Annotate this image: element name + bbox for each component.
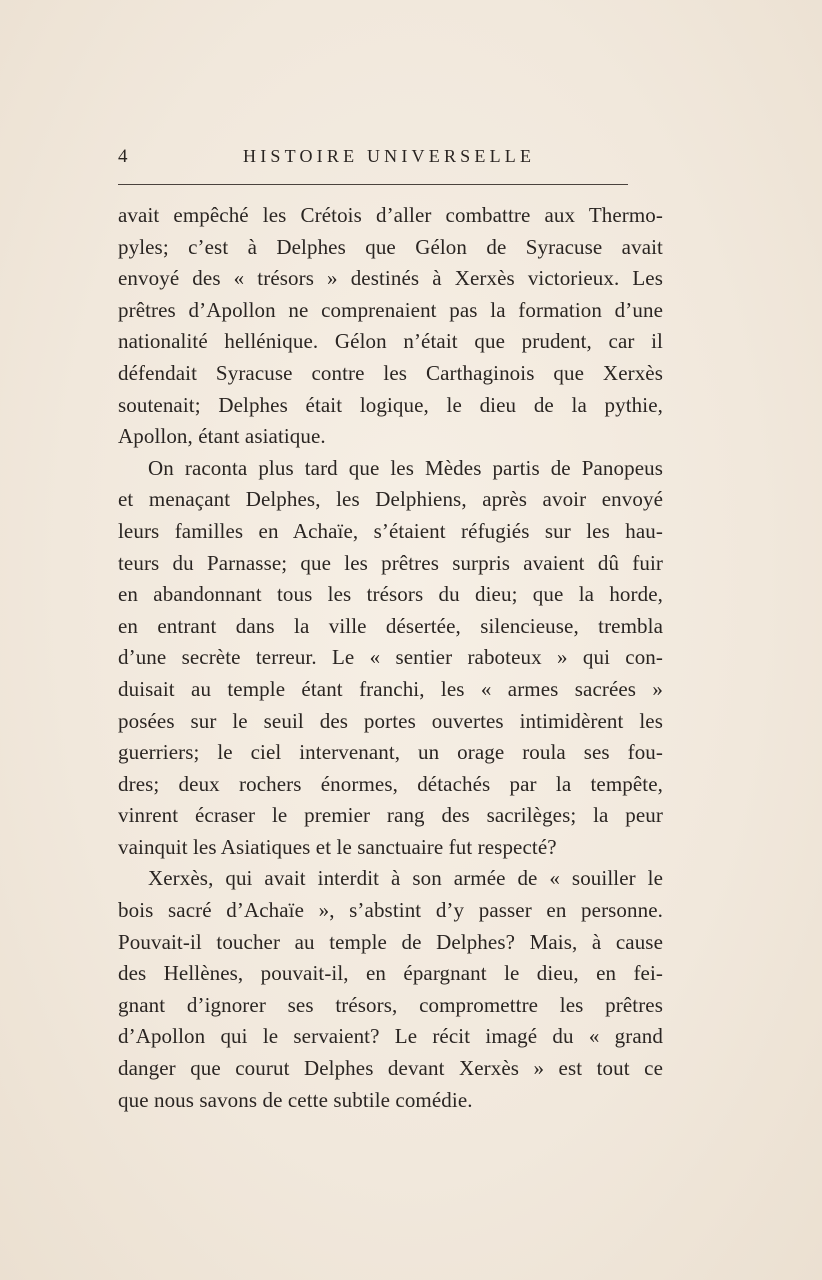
text-line: Xerxès, qui avait interdit à son armée de « souiller le: [148, 866, 663, 891]
text-line: guerriers; le ciel intervenant, un orage roula ses fou-: [118, 740, 663, 765]
text-line: d’une secrète terreur. Le « sentier raboteux » qui con-: [118, 645, 663, 670]
text-line: que nous savons de cette subtile comédie.: [118, 1087, 473, 1112]
text-line: duisait au temple étant franchi, les « armes sacrées »: [118, 676, 663, 701]
text-line: vinrent écraser le premier rang des sacrilèges; la peur: [118, 803, 663, 828]
text-line: et menaçant Delphes, les Delphiens, après avoir envoyé: [118, 487, 663, 512]
text-line: des Hellènes, pouvait-il, en épargnant le dieu, en fei-: [118, 961, 663, 986]
text-line: pyles; c’est à Delphes que Gélon de Syracuse avait: [118, 234, 663, 259]
text-line: envoyé des « trésors » destinés à Xerxès victorieux. Les: [118, 266, 663, 291]
text-line: d’Apollon qui le servaient? Le récit imagé du « grand: [118, 1024, 663, 1049]
text-line: Pouvait-il toucher au temple de Delphes? Mais, à cause: [118, 929, 663, 954]
text-line: bois sacré d’Achaïe », s’abstint d’y passer en personne.: [118, 898, 663, 923]
paragraph-2: [118, 453, 663, 864]
text-line: en entrant dans la ville désertée, silencieuse, trembla: [118, 613, 663, 638]
text-line: vainquit les Asiatiques et le sanctuaire fut respecté?: [118, 834, 557, 859]
text-line: posées sur le seuil des portes ouvertes intimidèrent les: [118, 708, 663, 733]
text-line: leurs familles en Achaïe, s’étaient réfugiés sur les hau-: [118, 518, 663, 543]
paragraph-1: [118, 200, 663, 453]
header-rule: [118, 184, 628, 185]
text-line: teurs du Parnasse; que les prêtres surpris avaient dû fuir: [118, 550, 663, 575]
text-line: danger que courut Delphes devant Xerxès » est tout ce: [118, 1056, 663, 1081]
text-line: en abandonnant tous les trésors du dieu; que la horde,: [118, 582, 663, 607]
paragraph-3: [118, 863, 663, 1116]
text-line: soutenait; Delphes était logique, le dieu de la pythie,: [118, 392, 663, 417]
text-line: défendait Syracuse contre les Carthaginois que Xerxès: [118, 360, 663, 385]
running-title: HISTOIRE UNIVERSELLE: [243, 146, 536, 166]
text-line: Apollon, étant asiatique.: [118, 424, 326, 449]
text-line: avait empêché les Crétois d’aller combattre aux Thermo-: [118, 203, 663, 227]
text-line: nationalité hellénique. Gélon n’était que prudent, car il: [118, 329, 663, 354]
text-line: dres; deux rochers énormes, détachés par la tempête,: [118, 771, 663, 796]
text-line: On raconta plus tard que les Mèdes partis de Panopeus: [148, 455, 663, 480]
page-number: 4: [118, 146, 129, 167]
text-line: gnant d’ignorer ses trésors, compromettre les prêtres: [118, 992, 663, 1017]
page-header: [118, 146, 628, 176]
body-text: [118, 200, 663, 1116]
text-line: prêtres d’Apollon ne comprenaient pas la formation d’une: [118, 297, 663, 322]
